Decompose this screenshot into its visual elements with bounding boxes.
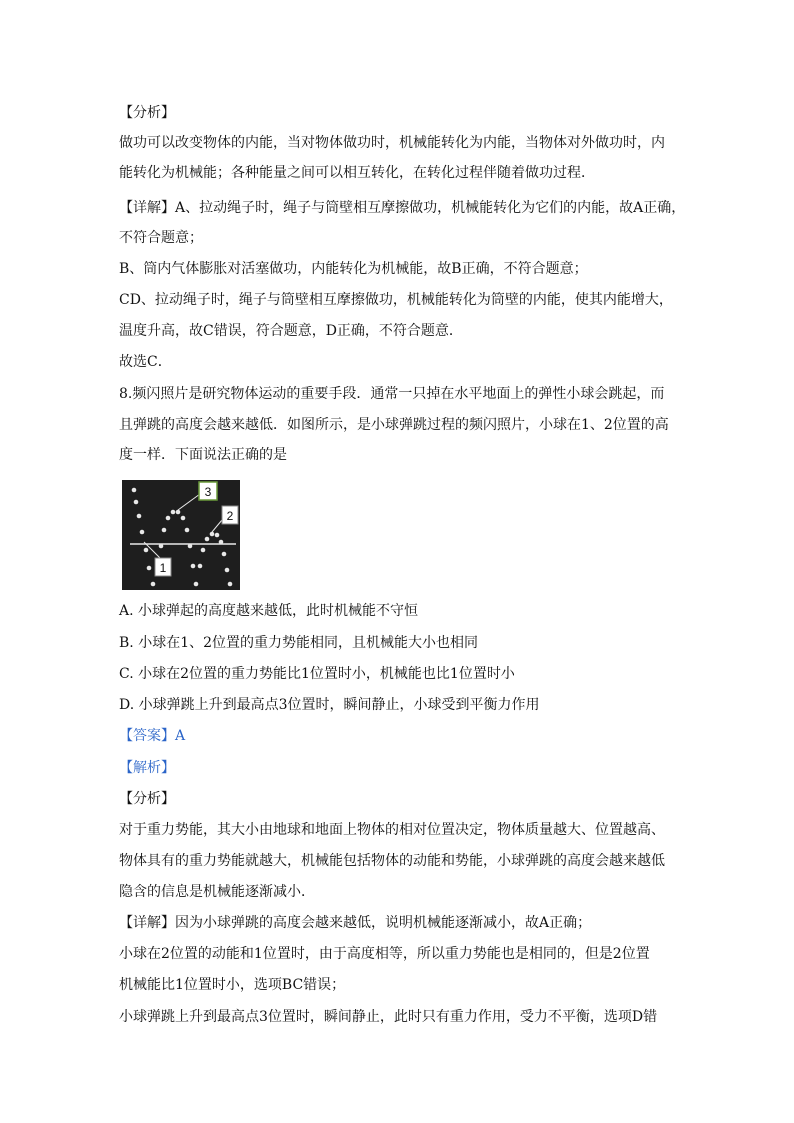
q8-detail-line-4: 小球弹跳上升到最高点3位置时，瞬间静止，此时只有重力作用，受力不平衡，选项D错 xyxy=(119,1009,658,1025)
ball-trail-arc-2 xyxy=(198,532,233,587)
q8-analysis-heading: 【分析】 xyxy=(119,791,175,807)
explanation-heading: 【解析】 xyxy=(119,760,175,776)
q8-detail-line-3: 机械能比1位置时小，选项BC错误； xyxy=(119,977,346,993)
option-a: A. 小球弹起的高度越来越低，此时机械能不守恒 xyxy=(119,603,419,619)
q8-stem-line-1: 8.频闪照片是研究物体运动的重要手段．通常一只掉在水平地面上的弹性小球会跳起，而 xyxy=(119,386,665,402)
analysis-line-2: 能转化为机械能；各种能量之间可以相互转化，在转化过程伴随着做功过程． xyxy=(119,165,595,181)
bouncing-ball-drawing xyxy=(122,480,240,590)
answer-label: 【答案】A xyxy=(119,728,186,744)
label-2-text: 2 xyxy=(226,509,234,523)
q8-analysis-line-3: 隐含的信息是机械能逐渐减小． xyxy=(119,884,315,900)
detail-line-4: CD、拉动绳子时，绳子与筒壁相互摩擦做功，机械能转化为筒壁的内能，使其内能增大， xyxy=(119,292,673,308)
detail-line-3: B、筒内气体膨胀对活塞做功，内能转化为机械能，故B正确，不符合题意； xyxy=(119,261,588,277)
detail-line-5: 温度升高，故C错误，符合题意，D正确，不符合题意． xyxy=(119,323,463,339)
option-b: B. 小球在1、2位置的重力势能相同，且机械能大小也相同 xyxy=(119,635,479,651)
q8-stem-line-2: 且弹跳的高度会越来越低．如图所示，是小球弹跳过程的频闪照片，小球在1、2位置的高 xyxy=(119,417,669,433)
bouncing-ball-photo xyxy=(122,480,240,590)
option-c: C. 小球在2位置的重力势能比1位置时小，机械能也比1位置时小 xyxy=(119,666,515,682)
label-3-text: 3 xyxy=(204,485,212,499)
option-d: D. 小球弹跳上升到最高点3位置时，瞬间静止，小球受到平衡力作用 xyxy=(119,697,540,713)
q8-analysis-line-1: 对于重力势能，其大小由地球和地面上物体的相对位置决定，物体质量越大、位置越高、 xyxy=(119,822,665,838)
detail-line-6: 故选C． xyxy=(119,354,172,370)
analysis-line-1: 做功可以改变物体的内能，当对物体做功时，机械能转化为内能，当物体对外做功时，内 xyxy=(119,135,665,151)
q8-detail-line-1: 【详解】因为小球弹跳的高度会越来越低，说明机械能逐渐减小，故A正确； xyxy=(119,915,592,931)
q8-detail-line-2: 小球在2位置的动能和1位置时，由于高度相等，所以重力势能也是相同的，但是2位置 xyxy=(119,946,650,962)
q8-analysis-line-2: 物体具有的重力势能就越大，机械能包括物体的动能和势能，小球弹跳的高度会越来越低 xyxy=(119,853,665,869)
label-1-text: 1 xyxy=(159,561,167,575)
ball-trail-left xyxy=(132,488,156,587)
label-2-pointer xyxy=(212,520,222,532)
analysis-heading: 【分析】 xyxy=(119,105,175,121)
detail-line-2: 不符合题意； xyxy=(119,230,203,246)
detail-line-1: 【详解】A、拉动绳子时，绳子与筒壁相互摩擦做功，机械能转化为它们的内能，故A正确， xyxy=(119,200,686,216)
label-3-pointer xyxy=(178,494,200,510)
q8-stem-line-3: 度一样．下面说法正确的是 xyxy=(119,447,287,463)
